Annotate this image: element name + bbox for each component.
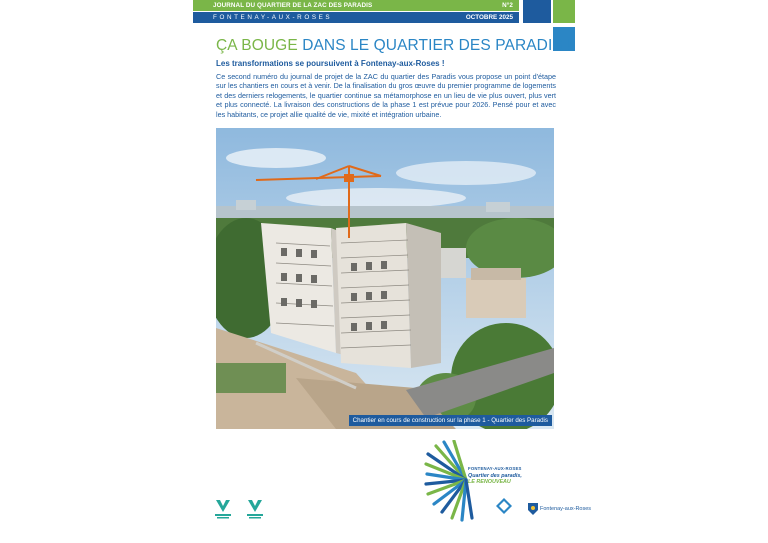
territory-logo-1 bbox=[213, 498, 233, 525]
header-sub-bar bbox=[193, 12, 519, 23]
renewal-logo-title: Quartier des paradis, bbox=[468, 472, 522, 479]
page-title-rest: DANS LE QUARTIER DES PARADIS ! bbox=[297, 37, 572, 54]
city-logo bbox=[528, 503, 591, 515]
issue-number: N°2 bbox=[502, 2, 513, 9]
renewal-logo-city: FONTENAY-AUX-ROSES bbox=[468, 466, 522, 471]
page-title-highlight: ÇA BOUGE bbox=[216, 37, 298, 54]
journal-title: JOURNAL DU QUARTIER DE LA ZAC DES PARADIS bbox=[213, 2, 373, 9]
vallee-sud-icon bbox=[245, 498, 265, 520]
city-logo-label: Fontenay-aux-Roses bbox=[540, 506, 592, 512]
construction-photo-illustration bbox=[216, 128, 554, 429]
city-crest-icon bbox=[528, 503, 538, 515]
issue-date: OCTOBRE 2025 bbox=[465, 14, 513, 21]
decor-square-blue bbox=[523, 0, 551, 23]
page-title bbox=[216, 37, 572, 55]
vallee-sud-icon bbox=[213, 498, 233, 520]
intro-paragraph: Ce second numéro du journal de projet de la ZAC du quartier des Paradis vous propose un point d'étape sur les chantiers en cours et à venir. De la finalisation du gros œuvre du premier programme de logements et des derniers relogements, le quartier continue sa métamorphose en un lieu de vie plus ouvert, plus vert et plus connecté. La livraison des constructions de la phase 1 est prévue pour 2026. Pensé pour et avec les habitants, ce projet allie qualité de vie, mixité et intégration urbaine. bbox=[216, 72, 556, 119]
photo-caption: Chantier en cours de construction sur la phase 1 - Quartier des Paradis bbox=[349, 415, 552, 426]
city-name: FONTENAY-AUX-ROSES bbox=[213, 14, 333, 21]
territory-logo-2 bbox=[245, 498, 265, 525]
header-top-bar bbox=[193, 0, 519, 11]
renewal-logo-text bbox=[468, 466, 522, 486]
subheading: Les transformations se poursuivent à Fontenay-aux-Roses ! bbox=[216, 59, 445, 68]
renewal-logo-tagline: LE RENOUVEAU bbox=[468, 479, 511, 485]
construction-photo bbox=[216, 128, 554, 429]
decor-square-green bbox=[553, 0, 575, 23]
